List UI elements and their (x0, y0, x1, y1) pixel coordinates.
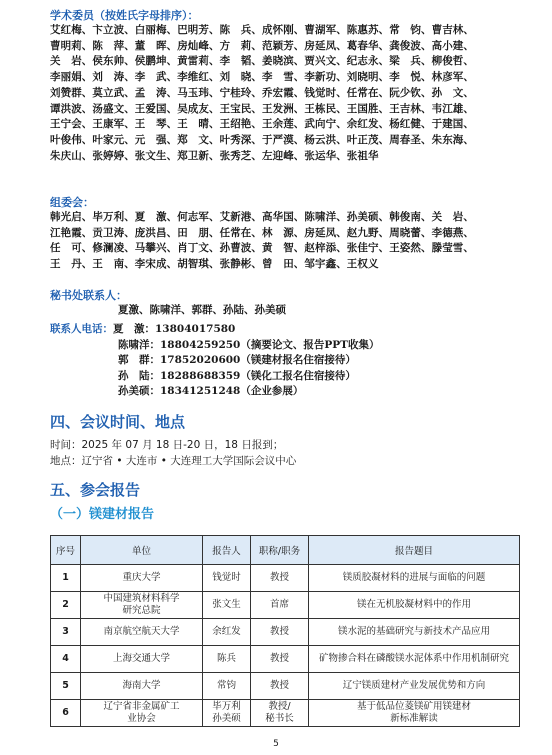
row-unit: 辽宁省非金属矿工 业协会 (81, 700, 203, 727)
member-line: 叶俊伟、叶家元、元 强、郑 文、叶秀深、于严漠、杨云洪、叶正茂、周春圣、朱东海、 (50, 133, 474, 146)
contact-row: 孙 陆：18288688359（镁化工报名住宿接待） (118, 369, 356, 382)
contacts-label: 联系人电话： (50, 323, 113, 335)
row-speaker: 陈兵 (203, 646, 251, 673)
row-unit: 重庆大学 (81, 565, 203, 592)
row-unit: 海南大学 (81, 673, 203, 700)
member-line: 谭洪波、汤盛文、王爱国、吴成友、王宝民、王发洲、王栋民、王国胜、王吉林、韦江雄、 (50, 102, 474, 115)
row-speaker: 常钧 (203, 673, 251, 700)
col-header-index: 序号 (51, 536, 81, 565)
row-title-role: 教授 (251, 619, 309, 646)
table-row (51, 673, 520, 700)
member-line: 关 岩、侯东帅、侯鹏坤、黄雷莉、李 韬、姜晓滨、贾兴文、纪志永、梁 兵、柳俊哲、 (50, 55, 474, 68)
member-line: 韩光启、毕万利、夏 激、何志军、艾新港、高华国、陈啸洋、孙美硕、韩俊南、关 岩、 (50, 211, 474, 223)
organizing-committee-members (50, 210, 520, 273)
table-header-row (51, 536, 520, 565)
row-index: 4 (51, 646, 81, 673)
row-index: 6 (51, 700, 81, 727)
member-line: 曹明莉、陈 萍、董 晖、房灿峰、方 莉、范颖芳、房延凤、葛春华、龚俊波、高小建、 (50, 39, 474, 52)
row-speaker: 毕万利 孙美硕 (203, 700, 251, 727)
member-line: 任 可、修澜凌、马攀兴、肖丁文、孙曹波、黄 智、赵梓添、张佳宁、王姿然、滕莹雪、 (50, 242, 474, 255)
row-title-role: 教授 (251, 565, 309, 592)
member-line: 刘赞群、莫立武、孟 涛、马玉玮、宁桂玲、乔宏霞、钱觉时、任常在、阮少钦、孙 文、 (50, 86, 474, 99)
secretariat (50, 288, 520, 319)
page-number: 5 (273, 739, 279, 749)
row-speaker: 钱觉时 (203, 565, 251, 592)
meeting-place: 地点：辽宁省 • 大连市 • 大连理工大学国际会议中心 (50, 455, 297, 467)
col-header-title-role: 职称/职务 (251, 536, 309, 565)
row-report-topic: 辽宁镁质建材产业发展优势和方向 (309, 673, 520, 700)
table-row (51, 592, 520, 619)
contact-row: 孙美硕：18341251248（企业参展） (118, 385, 304, 397)
contact-row: 郭 群：17852020600（镁建材报名住宿接待） (118, 354, 356, 366)
row-report-topic: 镁水泥的基础研究与新技术产品应用 (309, 619, 520, 646)
col-header-unit: 单位 (81, 536, 203, 565)
academic-committee-heading: 学术委员（按姓氏字母排序）： (50, 9, 199, 22)
section-4-title: 四、会议时间、地点 (50, 413, 186, 431)
secretariat-heading: 秘书处联系人： (50, 289, 127, 302)
row-title-role: 教授 (251, 673, 309, 700)
row-report-topic: 镁在无机胶凝材料中的作用 (309, 592, 520, 619)
row-unit: 中国建筑材料科学 研究总院 (81, 592, 203, 619)
contact-row: 夏 激：13804017580 (113, 323, 236, 335)
table-row (51, 700, 520, 727)
contact-row: 陈啸洋：18804259250（摘要论文、报告PPT收集） (118, 338, 380, 351)
row-index: 3 (51, 619, 81, 646)
section-5-title: 五、参会报告 (50, 481, 141, 499)
table-row (51, 565, 520, 592)
row-report-topic: 矿物掺合料在磷酸镁水泥体系中作用机制研究 (309, 646, 520, 673)
report-table (50, 535, 520, 727)
row-index: 1 (51, 565, 81, 592)
academic-committee (50, 8, 520, 164)
member-line: 艾红梅、卞立波、白丽梅、巴明芳、陈 兵、成怀刚、曹湖军、陈惠苏、常 钧、曹吉林、 (50, 24, 474, 36)
member-line: 王宁会、王康军、王 琴、王 晴、王绍艳、王余莲、武向宁、余红发、杨红健、于建国、 (50, 118, 474, 131)
col-header-speaker: 报告人 (203, 536, 251, 565)
row-speaker: 张文生 (203, 592, 251, 619)
row-title-role: 首席 (251, 592, 309, 619)
academic-committee-members (50, 23, 520, 164)
row-title-role: 教授 (251, 646, 309, 673)
section-reports (50, 480, 520, 524)
secretariat-members: 夏激、陈啸洋、郭群、孙陆、孙美硕 (118, 304, 286, 316)
meeting-time: 时间：2025 年 07 月 18 日-20 日，18 日报到； (50, 439, 284, 451)
row-report-topic: 镁质胶凝材料的进展与面临的问题 (309, 565, 520, 592)
member-line: 李丽娟、刘 涛、李 武、李维红、刘 晓、李 雪、李新功、刘晓明、李 悦、林彦军、 (50, 71, 474, 84)
member-line: 王 丹、王 南、李宋成、胡智琪、张静彬、曾 田、邹宇鑫、王权义 (50, 258, 379, 271)
organizing-committee-heading: 组委会： (50, 196, 94, 209)
row-unit: 南京航空航天大学 (81, 619, 203, 646)
col-header-report-topic: 报告题目 (309, 536, 520, 565)
section-time-place (50, 412, 520, 469)
row-speaker: 余红发 (203, 619, 251, 646)
row-title-role: 教授/ 秘书长 (251, 700, 309, 727)
row-unit: 上海交通大学 (81, 646, 203, 673)
table-row (51, 619, 520, 646)
member-line: 朱庆山、张婷婷、张文生、郑卫新、张秀芝、左迎峰、张运华、张祖华 (50, 149, 379, 162)
row-index: 5 (51, 673, 81, 700)
member-line: 江艳霞、贡卫涛、庞洪昌、田 朋、任常在、林 源、房延凤、赵九野、周晓蕾、李德燕、 (50, 226, 474, 239)
organizing-committee (50, 195, 520, 273)
table-row (51, 646, 520, 673)
section-5-subtitle: （一）镁建材报告 (50, 507, 155, 522)
row-index: 2 (51, 592, 81, 619)
row-report-topic: 基于低品位菱镁矿用镁建材 新标准解读 (309, 700, 520, 727)
contacts (50, 322, 520, 400)
